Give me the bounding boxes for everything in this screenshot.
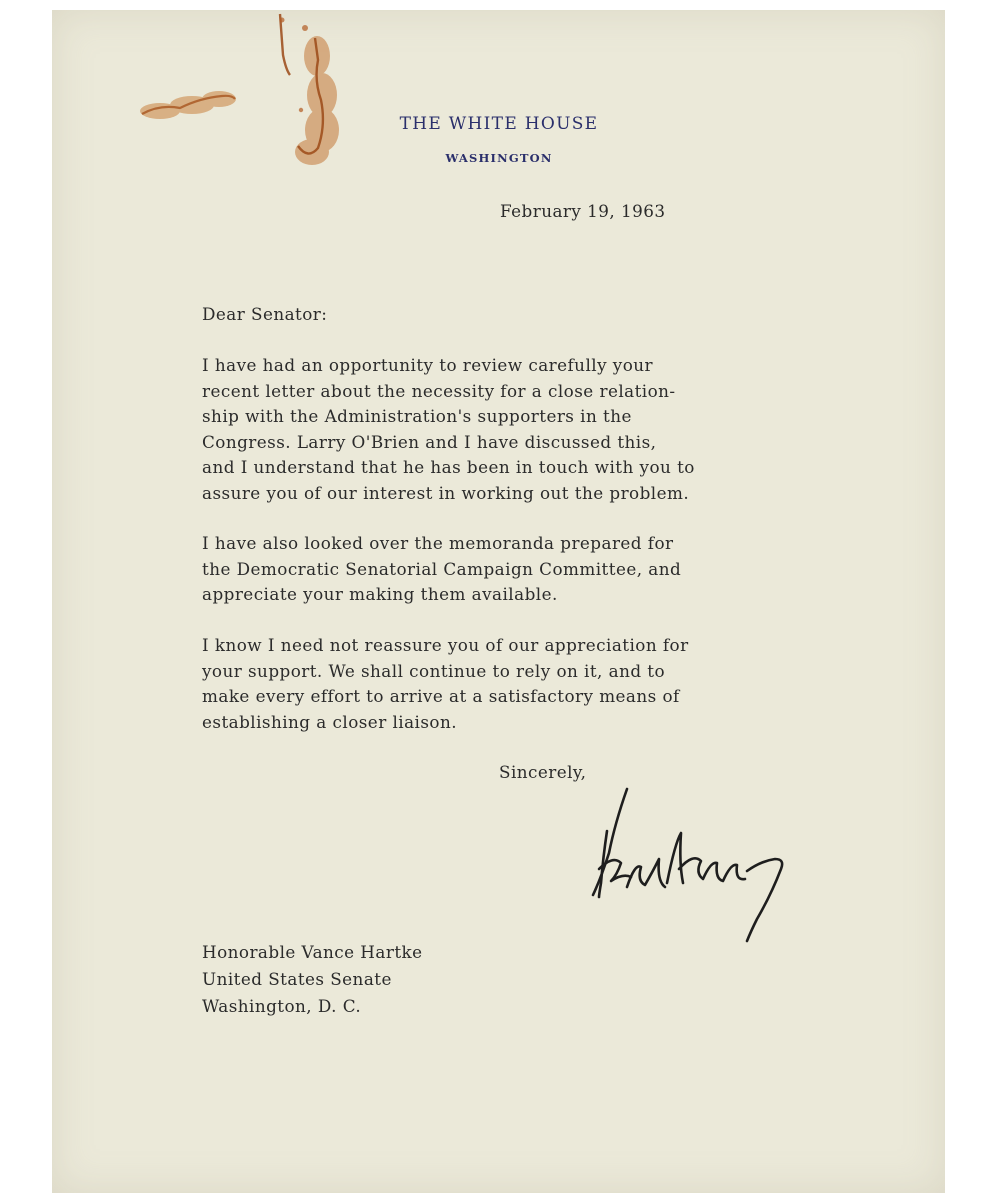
paragraph-1 xyxy=(202,353,695,507)
recipient-address xyxy=(202,939,423,1020)
paragraph-3 xyxy=(202,633,689,735)
address-line: United States Senate xyxy=(202,969,392,989)
salutation: Dear Senator: xyxy=(202,304,328,324)
letterhead-subtitle: WASHINGTON xyxy=(445,151,553,165)
paragraph-line: make every effort to arrive at a satisfactory means of xyxy=(202,686,680,707)
closing: Sincerely, xyxy=(499,762,587,782)
paragraph-line: ship with the Administration's supporters in the xyxy=(202,406,632,427)
paragraph-line: assure you of our interest in working out the problem. xyxy=(202,482,690,503)
letterhead-title: THE WHITE HOUSE xyxy=(399,114,599,134)
paragraph-line: I have had an opportunity to review carefully your xyxy=(202,355,654,375)
address-line: Washington, D. C. xyxy=(202,996,362,1016)
paragraph-line: I know I need not reassure you of our appreciation for xyxy=(202,635,689,655)
paragraph-line: establishing a closer liaison. xyxy=(202,711,458,732)
signature-icon xyxy=(575,783,795,948)
paragraph-line: your support. We shall continue to rely on it, and to xyxy=(202,660,666,681)
paragraph-2 xyxy=(202,531,681,608)
address-line: Honorable Vance Hartke xyxy=(202,942,423,962)
letter-date: February 19, 1963 xyxy=(500,201,666,221)
paragraph-line: Congress. Larry O'Brien and I have discussed this, xyxy=(202,431,657,452)
paragraph-line: the Democratic Senatorial Campaign Committee, and xyxy=(202,558,682,579)
paragraph-line: appreciate your making them available. xyxy=(202,584,558,605)
paragraph-line: I have also looked over the memoranda prepared for xyxy=(202,533,674,553)
paragraph-line: recent letter about the necessity for a close relation- xyxy=(202,380,676,401)
paragraph-line: and I understand that he has been in touch with you to xyxy=(202,457,695,478)
